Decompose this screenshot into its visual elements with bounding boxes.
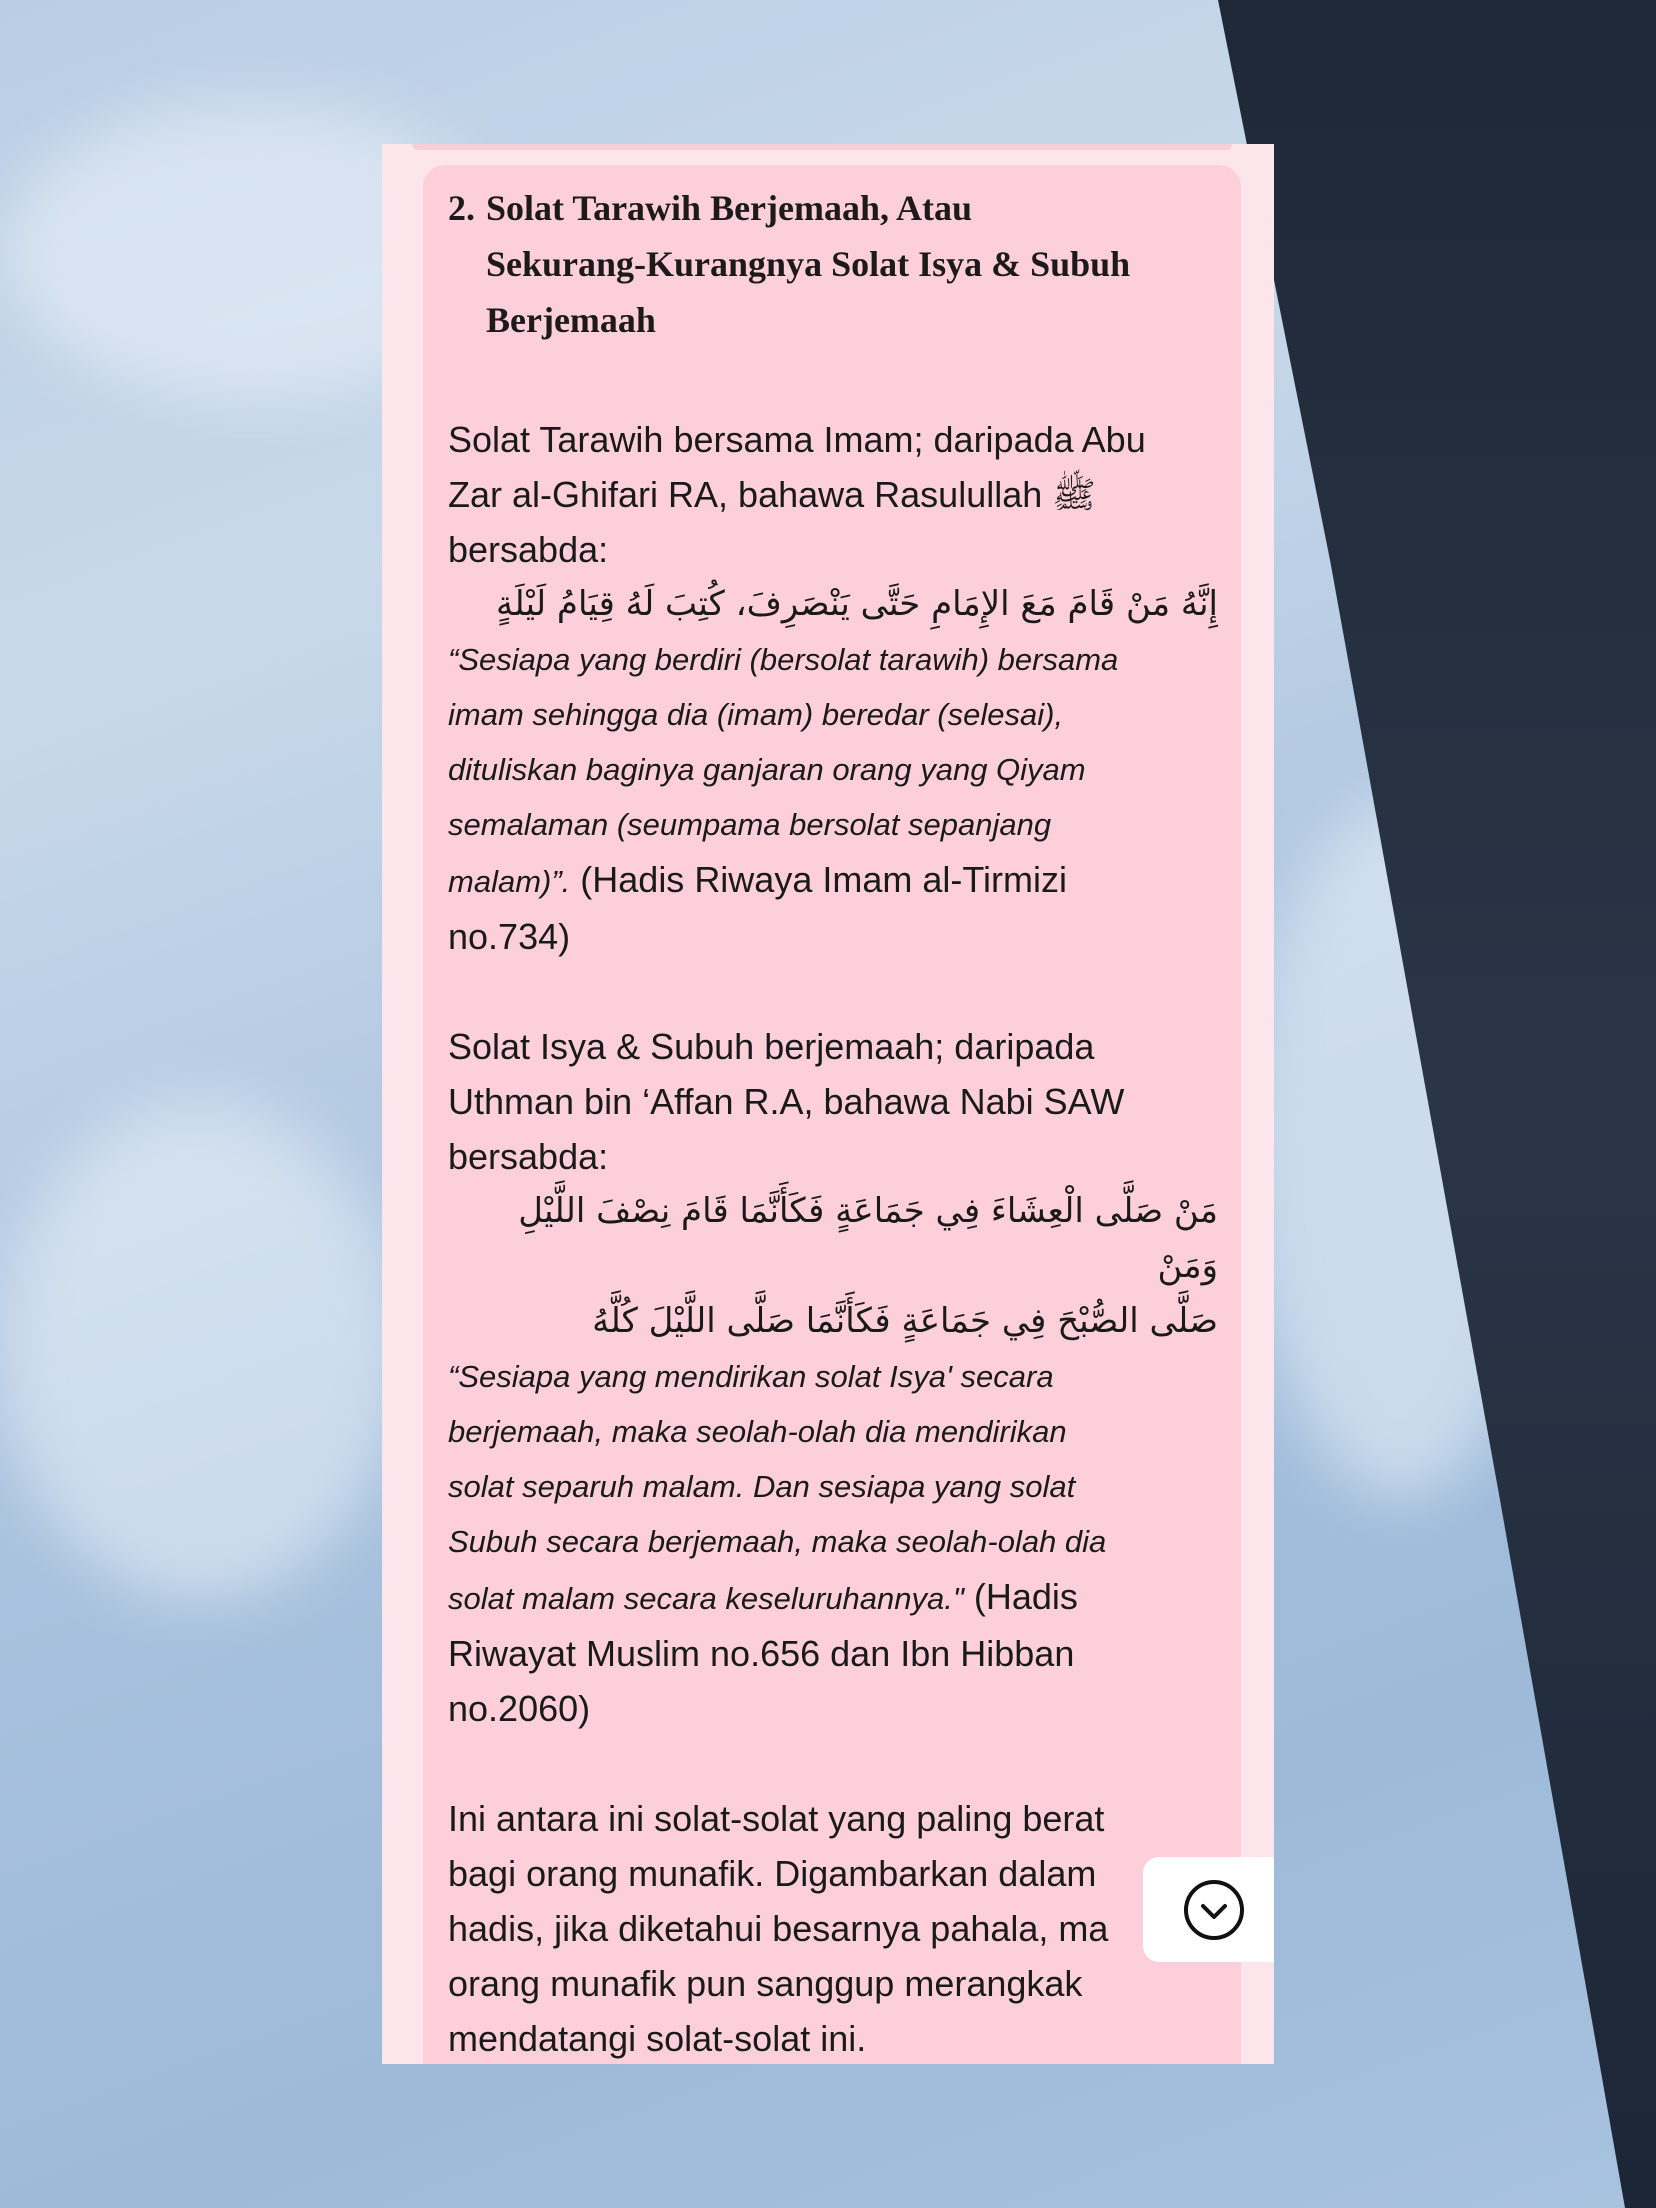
- text-line: bersabda:: [448, 1136, 609, 1177]
- text-line: orang munafik pun sanggup merangkak: [448, 1963, 1083, 2004]
- translation-line: Subuh secara berjemaah, maka seolah-olah dia: [448, 1524, 1107, 1559]
- heading-line: Berjemaah: [486, 300, 656, 340]
- translation-line: solat malam secara keseluruhannya.": [448, 1581, 964, 1616]
- section-heading: [448, 180, 1228, 348]
- arabic-hadith: صَلَّى الصُّبْحَ فِي جَمَاعَةٍ فَكَأَنَّمَا صَلَّى اللَّيْلَ كُلَّهُ: [592, 1301, 1218, 1341]
- text-line: bagi orang munafik. Digambarkan dalam: [448, 1853, 1097, 1894]
- text-line: Ini antara ini solat-solat yang paling berat: [448, 1798, 1105, 1839]
- translation-line: semalaman (seumpama bersolat sepanjang: [448, 807, 1052, 842]
- arabic-hadith: مَنْ صَلَّى الْعِشَاءَ فِي جَمَاعَةٍ فَكَأَنَّمَا قَامَ نِصْفَ اللَّيْلِ وَمَنْ: [518, 1191, 1218, 1286]
- text-line: Uthman bin ‘Affan R.A, bahawa Nabi SAW: [448, 1081, 1125, 1122]
- previous-card-edge: [412, 144, 1232, 150]
- sky-cloud: [0, 1100, 400, 1600]
- translation-line: imam sehingga dia (imam) beredar (selesai),: [448, 697, 1064, 732]
- text-line: mendatangi solat-solat ini.: [448, 2018, 867, 2059]
- translation-line: malam)”.: [448, 864, 571, 899]
- translation-line: dituliskan baginya ganjaran orang yang Qiyam: [448, 752, 1086, 787]
- hadith-source: no.734): [448, 916, 571, 957]
- translation-line: solat separuh malam. Dan sesiapa yang solat: [448, 1469, 1076, 1504]
- hadith-source: no.2060): [448, 1688, 591, 1729]
- hadith-source: (Hadis Riwaya Imam al-Tirmizi: [570, 859, 1067, 900]
- translation-line: berjemaah, maka seolah-olah dia mendirikan: [448, 1414, 1067, 1449]
- translation-line: “Sesiapa yang mendirikan solat Isya' secara: [448, 1359, 1054, 1394]
- text-line: Zar al-Ghifari RA, bahawa Rasulullah ﷺ: [448, 474, 1096, 515]
- heading-line: Sekurang-Kurangnya Solat Isya & Subuh: [486, 244, 1131, 284]
- text-line: hadis, jika diketahui besarnya pahala, ma: [448, 1908, 1109, 1949]
- text-line: Solat Isya & Subuh berjemaah; daripada: [448, 1026, 1095, 1067]
- post-body: [448, 412, 1218, 2066]
- hadith-source: Riwayat Muslim no.656 dan Ibn Hibban: [448, 1633, 1075, 1674]
- text-line: Solat Tarawih bersama Imam; daripada Abu: [448, 419, 1146, 460]
- arabic-hadith: إِنَّهُ مَنْ قَامَ مَعَ الإِمَامِ حَتَّى يَنْصَرِفَ، كُتِبَ لَهُ قِيَامُ لَيْلَةٍ: [496, 584, 1218, 624]
- heading-line: Solat Tarawih Berjemaah, Atau: [486, 188, 973, 228]
- text-line: bersabda:: [448, 529, 609, 570]
- heading-number: 2.: [448, 188, 475, 228]
- translation-line: “Sesiapa yang berdiri (bersolat tarawih) bersama: [448, 642, 1119, 677]
- hadith-source: (Hadis: [963, 1576, 1078, 1617]
- scroll-down-button[interactable]: [1143, 1857, 1274, 1962]
- chevron-down-circle-icon: [1183, 1879, 1245, 1941]
